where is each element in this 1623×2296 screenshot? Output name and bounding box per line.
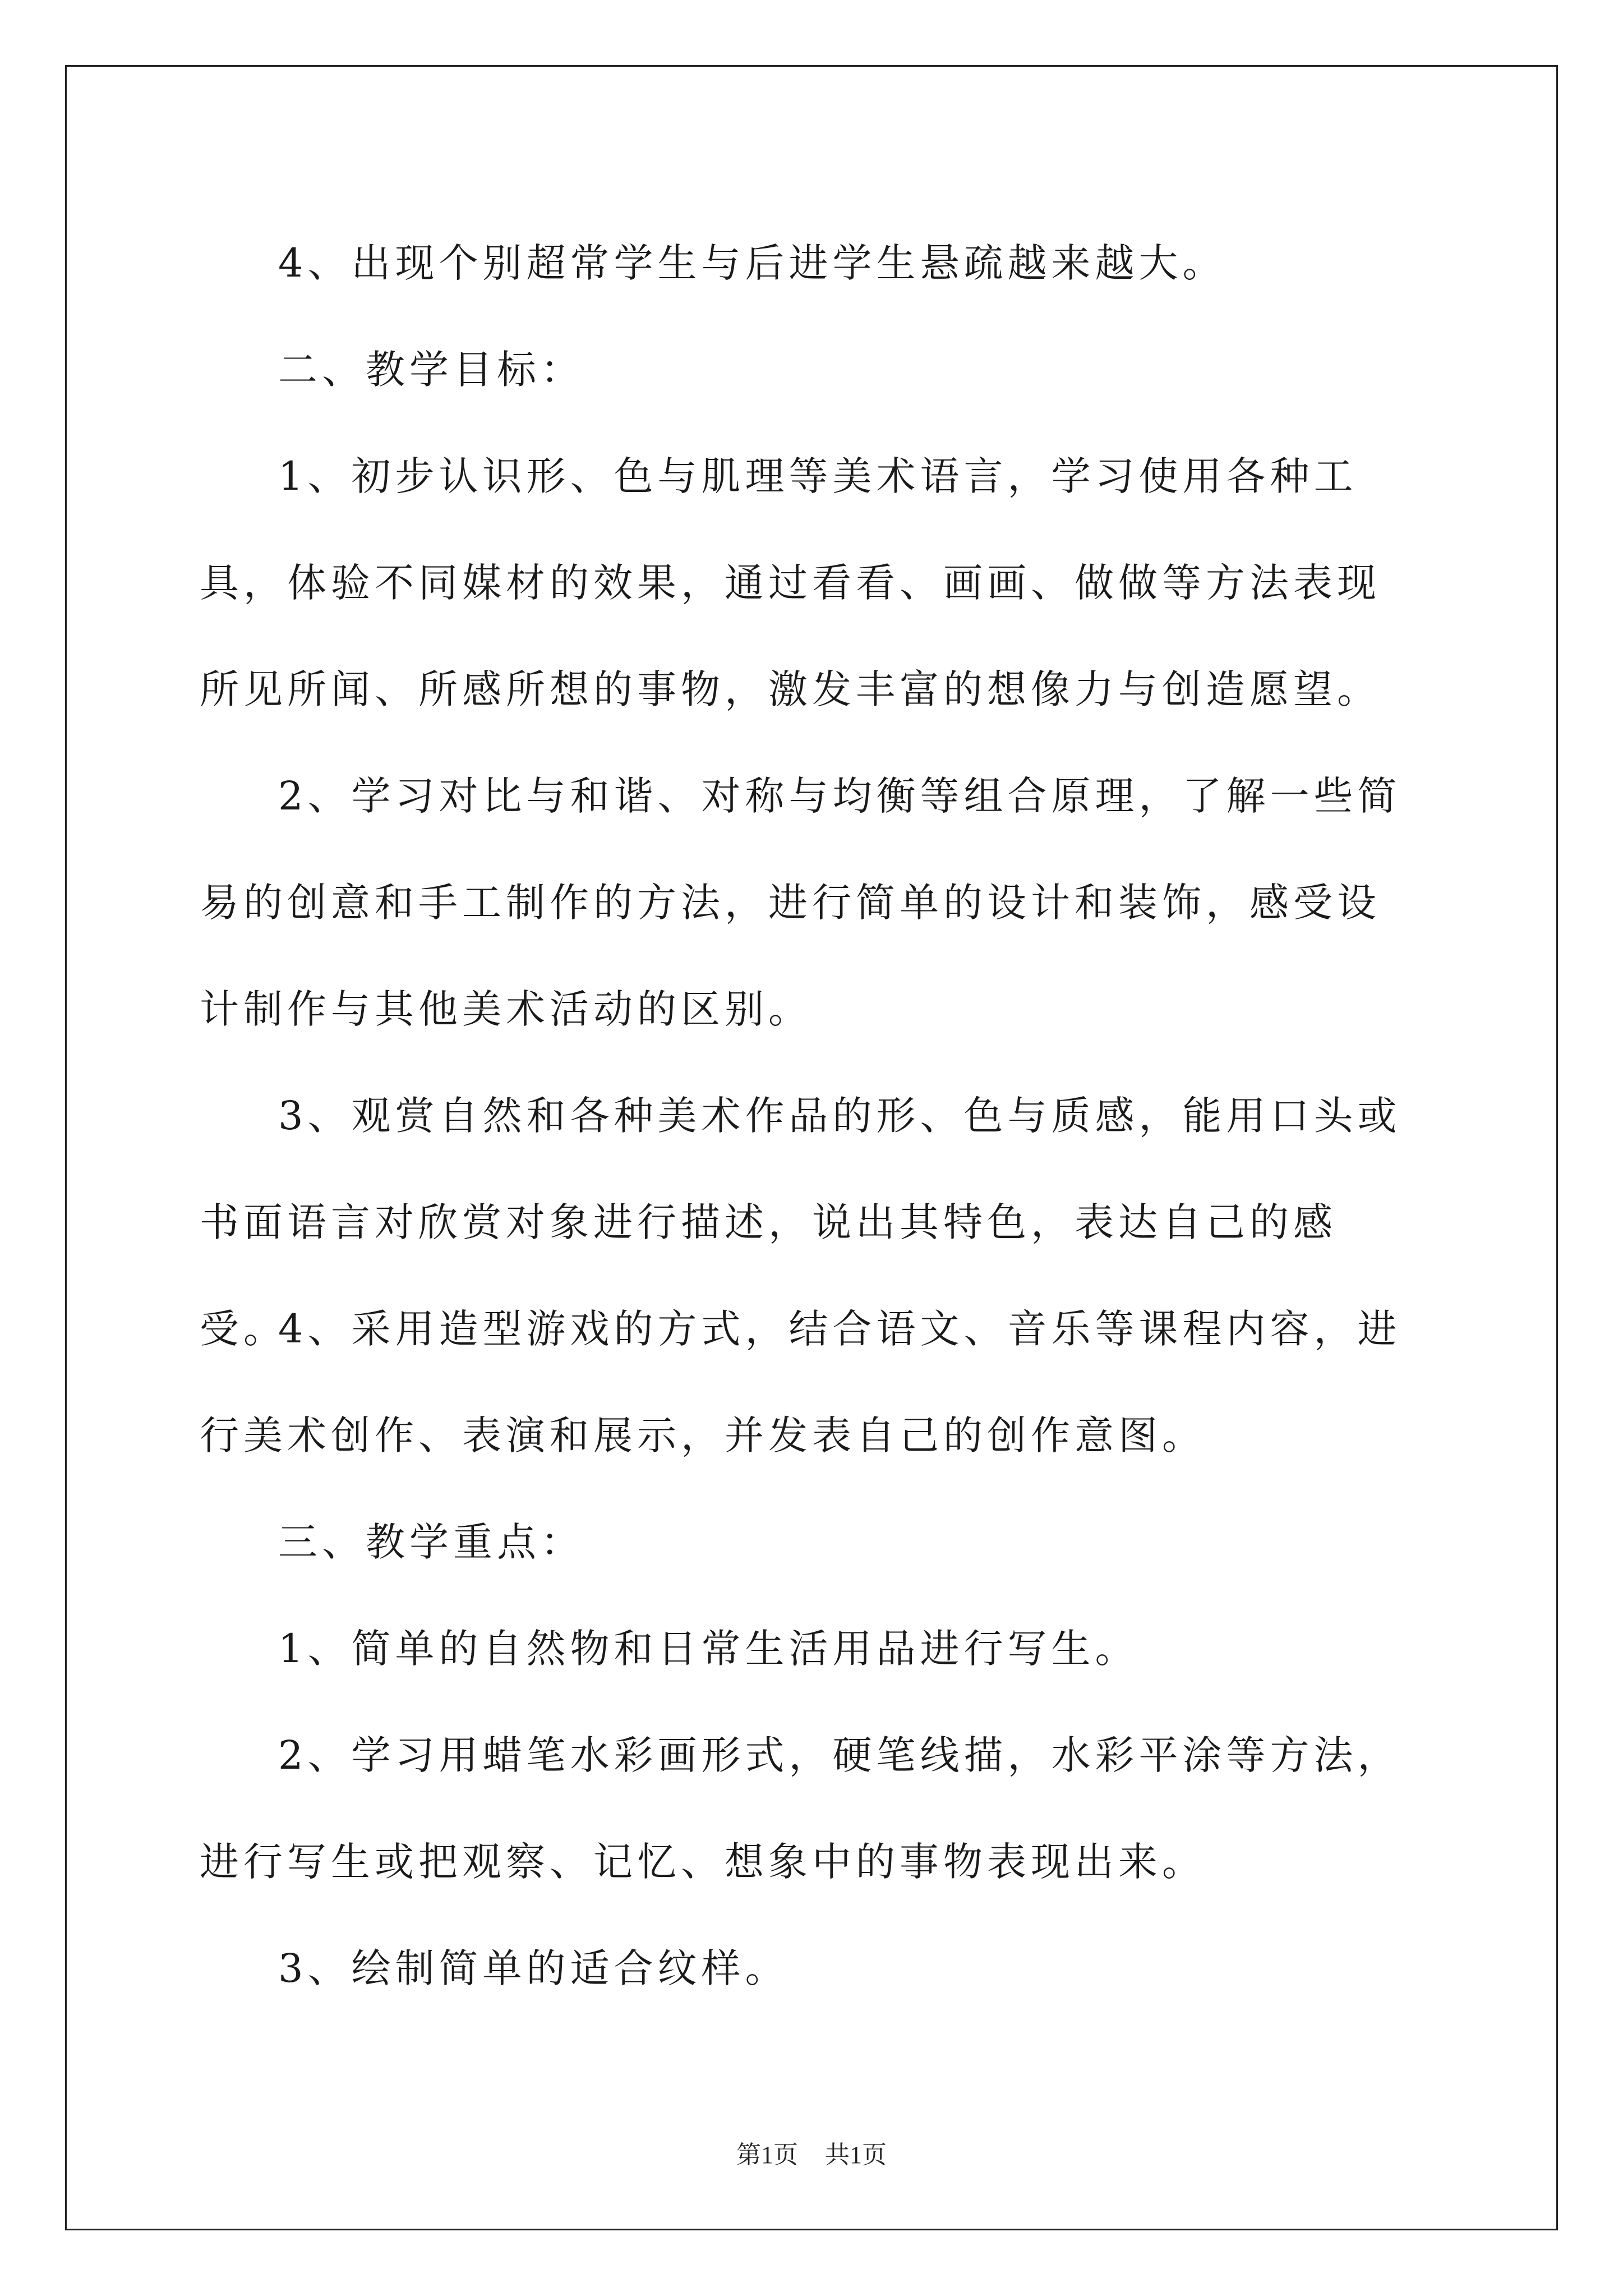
section-heading: 二、教学目标： — [278, 347, 584, 393]
paragraph: 2、学习用蜡笔水彩画形式，硬笔线描，水彩平涂等方法，进行写生或把观察、记忆、想象中的事物表现出来。 — [200, 1732, 1401, 1885]
paragraph: 1、简单的自然物和日常生活用品进行写生。 — [278, 1626, 1139, 1672]
page-number: 第1页 — [736, 2141, 798, 2169]
paragraph: 4、出现个别超常学生与后进学生悬疏越来越大。 — [278, 240, 1227, 286]
page-total: 共1页 — [825, 2141, 887, 2169]
page-footer — [0, 2138, 1623, 2172]
paragraph: 2、学习对比与和谐、对称与均衡等组合原理，了解一些简易的创意和手工制作的方法，进行简单的设计和装饰，感受设计制作与其他美术活动的区别。 — [200, 773, 1401, 1032]
document-body — [200, 210, 1422, 2022]
paragraph: 1、初步认识形、色与肌理等美术语言，学习使用各种工具，体验不同媒材的效果，通过看看、画画、做做等方法表现所见所闻、所感所想的事物，激发丰富的想像力与创造愿望。 — [200, 453, 1381, 712]
paragraph: 3、观赏自然和各种美术作品的形、色与质感，能用口头或书面语言对欣赏对象进行描述，说出其特色，表达自己的感受。 — [200, 1093, 1401, 1352]
paragraph: 3、绘制简单的适合纹样。 — [278, 1945, 789, 1991]
paragraph: 4、采用造型游戏的方式，结合语文、音乐等课程内容，进行美术创作、表演和展示，并发表自己的创作意图。 — [200, 1306, 1401, 1458]
section-heading: 三、教学重点： — [278, 1519, 584, 1565]
